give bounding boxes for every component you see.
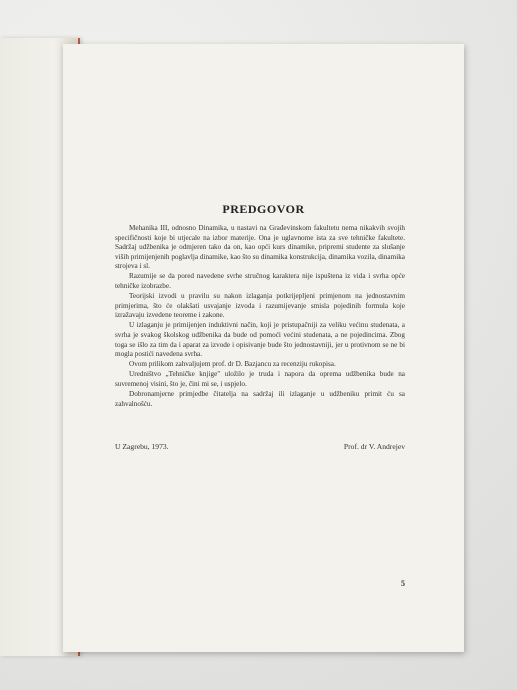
paragraph: U izlaganju je primijenjen induktivni način, koji je pristupačniji za veliku većinu studenata, a svrha je svakog školskog udžbenika da bude od pomoći većini studenata, a ne pojedincima. Zbog toga se išlo za tim da i aparat za izvode i opisivanje bude što jednostavniji, jer u protivnom se ne bi mogla postići navedena svrha. [115,321,405,359]
preface-body [115,224,405,410]
place-date: U Zagrebu, 1973. [115,442,169,451]
paragraph: Razumije se da pored navedene svrhe stručnog karaktera nije ispuštena iz vida i svrha opće tehničke izobrazbe. [115,272,405,291]
paragraph: Teorijski izvodi u pravilu su nakon izlaganja potkrijepljeni primjenom na jednostavnim primjerima, što će olakšati usvajanje izvoda i razumijevanje smisla pojedinih formula koje izražavaju izvedene teoreme i zakone. [115,292,405,320]
page-title: PREDGOVOR [222,202,305,216]
page-number: 5 [401,579,405,588]
paragraph: Dobronamjerne primjedbe čitatelja na sadržaj ili izlaganje u udžbeniku primit ću sa zahvalnošću. [115,390,405,408]
paragraph: Mehanika III, odnosno Dinamika, u nastavi na Građevinskom fakultetu nema nikakvih svojih specifičnosti koje bi utjecale na izbor materije. Ona je uglavnome ista za sve tehničke fakultete. Sadržaj udžbenika je odmjeren tako da on, kao opći kurs dinamike, pripremi studente za slušanje viših primijenjenih poglavlja dinamike, kao što su dinamika konstrukcija, dinamika vozila, dinamika strojeva i sl. [115,224,405,271]
paragraph: Ovom prilikom zahvaljujem prof. dr D. Bazjancu za recenziju rukopisa. [129,360,336,369]
paragraph: Uredništvo „Tehničke knjige" uložilo je truda i napora da oprema udžbenika bude na suvremenoj visini, što je, čini mi se, i uspjelo. [115,370,405,388]
book-page [63,44,464,652]
author-signature: Prof. dr V. Andrejev [343,442,405,451]
